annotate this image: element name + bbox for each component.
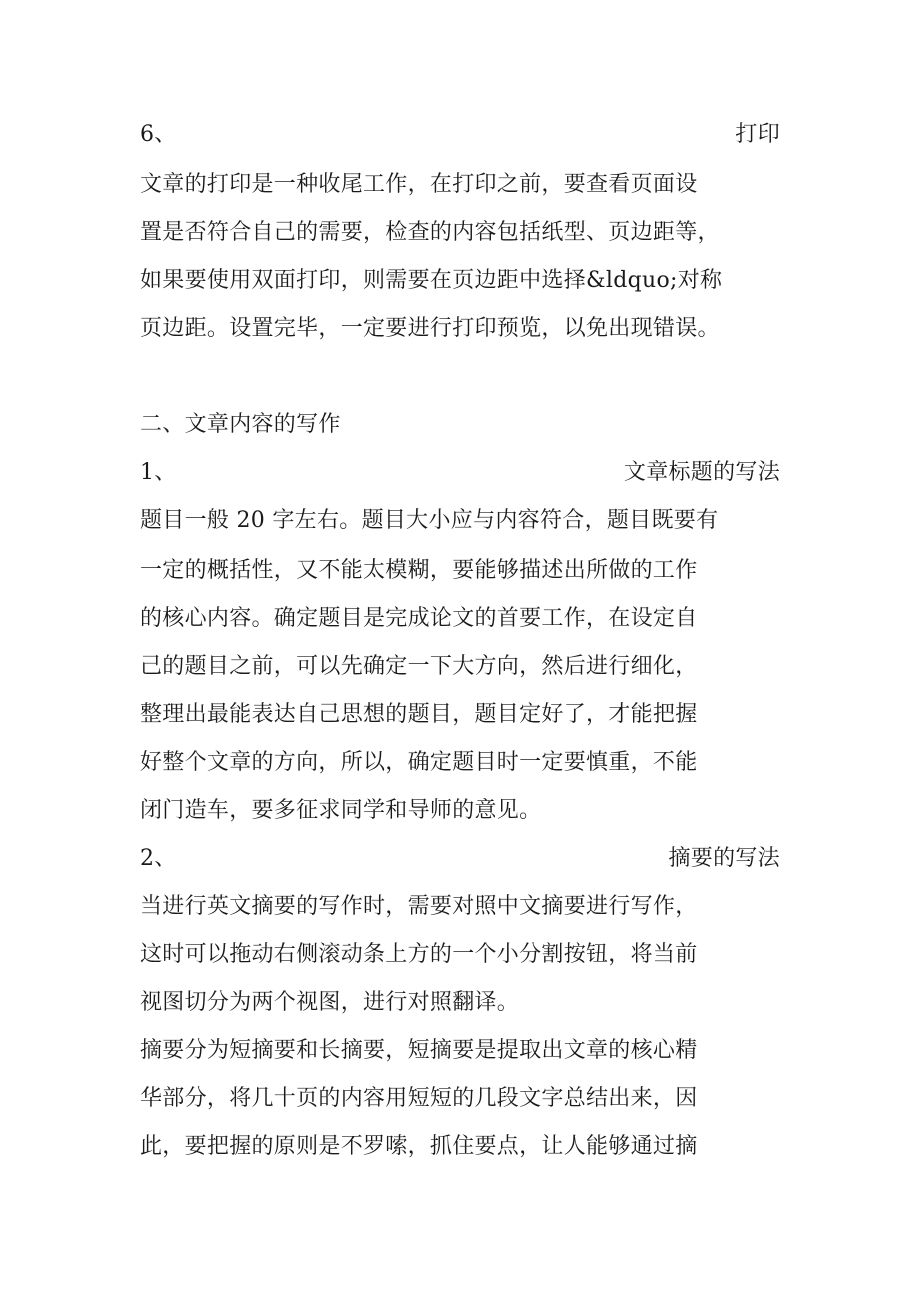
paragraph-line: 视图切分为两个视图，进行对照翻译。: [140, 990, 520, 1015]
item-1-heading: 文章标题的写法: [623, 460, 780, 485]
section-6-heading-row: [140, 120, 780, 150]
item-2-heading-row: [140, 844, 780, 874]
section-6-number: 6、: [140, 122, 177, 147]
paragraph-line: 题目一般 20 字左右。题目大小应与内容符合，题目既要有: [140, 508, 719, 533]
item-2-number: 2、: [140, 846, 177, 871]
part-2-title: 二、文章内容的写作: [140, 412, 341, 437]
paragraph-line: 页边距。设置完毕，一定要进行打印预览，以免出现错误。: [140, 316, 720, 341]
paragraph-line: 摘要分为短摘要和长摘要，短摘要是提取出文章的核心精: [140, 1038, 698, 1063]
paragraph-line: 己的题目之前，可以先确定一下大方向，然后进行细化，: [140, 654, 698, 679]
paragraph-line: 置是否符合自己的需要，检查的内容包括纸型、页边距等，: [140, 220, 720, 245]
paragraph-line: 此，要把握的原则是不罗嗦，抓住要点，让人能够通过摘: [140, 1134, 698, 1159]
item-1-number: 1、: [140, 460, 177, 485]
section-6-heading: 打印: [735, 122, 780, 147]
paragraph-line: 文章的打印是一种收尾工作，在打印之前，要查看页面设: [140, 172, 698, 197]
paragraph-line: 的核心内容。确定题目是完成论文的首要工作，在设定自: [140, 606, 698, 631]
item-2-heading: 摘要的写法: [668, 846, 780, 871]
paragraph-line: 如果要使用双面打印，则需要在页边距中选择&ldquo;对称: [140, 268, 723, 293]
paragraph-line: 华部分，将几十页的内容用短短的几段文字总结出来，因: [140, 1086, 698, 1111]
paragraph-line: 这时可以拖动右侧滚动条上方的一个小分割按钮，将当前: [140, 942, 698, 967]
paragraph-line: 整理出最能表达自己思想的题目，题目定好了，才能把握: [140, 702, 698, 727]
item-1-heading-row: [140, 458, 780, 488]
paragraph-line: 好整个文章的方向，所以，确定题目时一定要慎重，不能: [140, 750, 698, 775]
paragraph-line: 一定的概括性，又不能太模糊，要能够描述出所做的工作: [140, 558, 698, 583]
paragraph-line: 当进行英文摘要的写作时，需要对照中文摘要进行写作，: [140, 894, 698, 919]
paragraph-line: 闭门造车，要多征求同学和导师的意见。: [140, 798, 542, 823]
